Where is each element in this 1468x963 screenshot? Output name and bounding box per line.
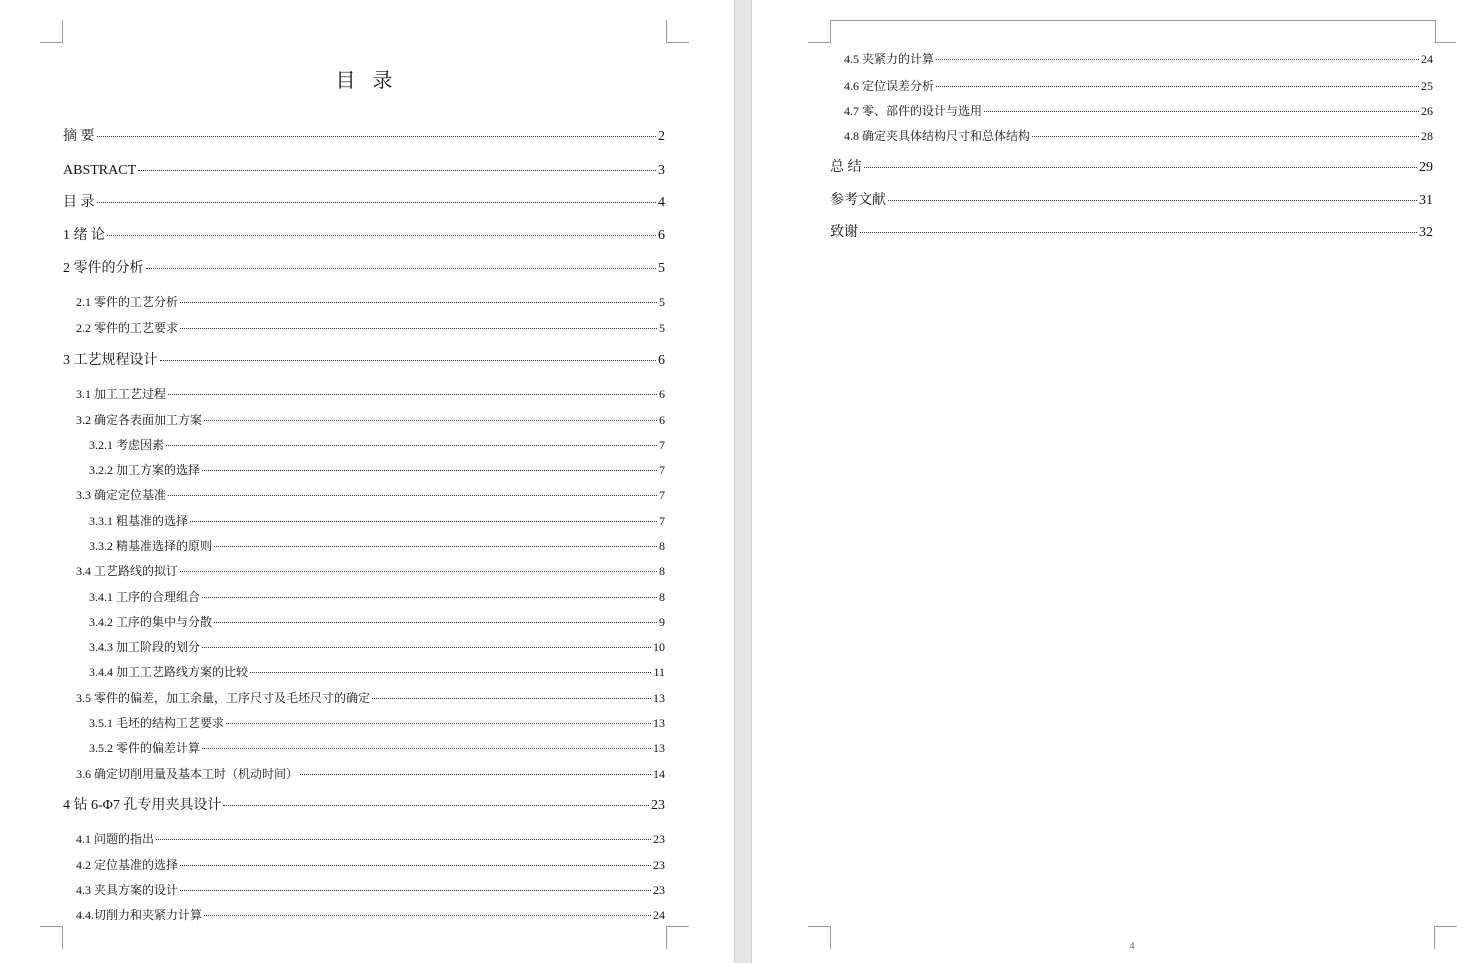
toc-entry-page-number: 6 (659, 387, 665, 401)
toc-entry-title: 3 工艺规程设计 (63, 353, 158, 368)
crop-mark-bottom-right (666, 926, 689, 949)
toc-entry[interactable] (89, 663, 665, 681)
toc-entry[interactable] (830, 224, 1433, 242)
toc-entry-page-number: 13 (653, 716, 665, 730)
toc-entry-page-number: 8 (659, 564, 665, 578)
toc-entry-title: 2.1 零件的工艺分析 (76, 295, 179, 309)
toc-entry-title: 3.3.2 精基准选择的原则 (89, 539, 213, 553)
toc-entry[interactable] (89, 714, 665, 732)
toc-entry-page-number: 13 (653, 691, 665, 705)
toc-entry-page-number: 29 (1419, 160, 1433, 175)
toc-entry[interactable] (89, 613, 665, 631)
toc-entry-title: 3.5.1 毛坯的结构工艺要求 (89, 716, 225, 730)
toc-dot-leader (214, 622, 657, 623)
toc-entry[interactable] (76, 411, 665, 429)
toc-entry-title: 3.2 确定各表面加工方案 (76, 413, 203, 427)
toc-entry-title: 参考文献 (830, 193, 886, 208)
toc-entry-title: 3.1 加工工艺过程 (76, 387, 167, 401)
toc-dot-leader (204, 420, 657, 421)
toc-entry-page-number: 10 (653, 640, 665, 654)
toc-entry-page-number: 5 (658, 261, 665, 276)
toc-entry-title: 总 结 (830, 160, 862, 175)
toc-entry-page-number: 8 (659, 590, 665, 604)
crop-mark-bottom-left (808, 926, 831, 949)
toc-entry[interactable] (76, 385, 665, 403)
toc-entry[interactable] (76, 486, 665, 504)
toc-entry-page-number: 6 (659, 413, 665, 427)
toc-entry[interactable] (76, 830, 665, 848)
toc-dot-leader (214, 546, 657, 547)
toc-dot-leader (936, 86, 1419, 87)
toc-entry-title: 2 零件的分析 (63, 261, 144, 276)
toc-entry-page-number: 28 (1421, 129, 1433, 143)
toc-entry[interactable] (844, 50, 1433, 68)
toc-entry[interactable] (76, 319, 665, 337)
toc-entry[interactable] (63, 162, 665, 180)
toc-dot-leader (166, 445, 657, 446)
toc-dot-leader (168, 394, 657, 395)
toc-entry[interactable] (89, 638, 665, 656)
toc-entry[interactable] (63, 352, 665, 370)
toc-dot-leader (202, 597, 657, 598)
toc-entry[interactable] (844, 127, 1433, 145)
toc-entry-title: 4.1 问题的指出 (76, 832, 155, 846)
toc-entry[interactable] (63, 194, 665, 212)
toc-entry[interactable] (830, 192, 1433, 210)
toc-entry-title: 4.6 定位误差分析 (844, 79, 935, 93)
toc-entry-page-number: 23 (651, 798, 665, 813)
toc-dot-leader (180, 890, 651, 891)
toc-entry[interactable] (89, 739, 665, 757)
toc-dot-leader (180, 865, 651, 866)
toc-entry[interactable] (76, 881, 665, 899)
document-page-right (752, 0, 1468, 963)
toc-entry[interactable] (63, 260, 665, 278)
toc-entry[interactable] (89, 461, 665, 479)
toc-entry-page-number: 7 (659, 514, 665, 528)
toc-dot-leader (138, 170, 656, 171)
toc-entry-page-number: 25 (1421, 79, 1433, 93)
toc-entry-page-number: 23 (653, 832, 665, 846)
toc-dot-leader (300, 774, 651, 775)
toc-entry-page-number: 7 (659, 438, 665, 452)
toc-dot-leader (204, 915, 651, 916)
toc-entry-page-number: 7 (659, 463, 665, 477)
crop-mark-top-left (808, 20, 830, 43)
toc-dot-leader (888, 200, 1417, 201)
toc-entry[interactable] (76, 906, 665, 924)
toc-entry-page-number: 23 (653, 858, 665, 872)
toc-entry-title: 4.5 夹紧力的计算 (844, 52, 935, 66)
toc-entry-page-number: 24 (653, 908, 665, 922)
toc-dot-leader (372, 698, 651, 699)
toc-entry-title: 3.3 确定定位基准 (76, 488, 167, 502)
toc-dot-leader (146, 268, 657, 269)
toc-entry-page-number: 9 (659, 615, 665, 629)
toc-entry-title: 3.2.2 加工方案的选择 (89, 463, 201, 477)
crop-mark-top-right (666, 20, 689, 43)
toc-entry-title: 4.3 夹具方案的设计 (76, 883, 179, 897)
toc-dot-leader (936, 59, 1419, 60)
toc-entry-title: 摘 要 (63, 129, 95, 144)
toc-entry-title: 3.6 确定切削用量及基本工时（机动时间） (76, 767, 299, 781)
toc-entry-page-number: 32 (1419, 225, 1433, 240)
toc-dot-leader (180, 571, 657, 572)
page-gutter (734, 0, 752, 963)
toc-entry[interactable] (89, 436, 665, 454)
crop-mark-top-right (1434, 20, 1456, 43)
toc-entry-page-number: 11 (653, 665, 665, 679)
toc-dot-leader (250, 672, 651, 673)
toc-entry-title: ABSTRACT (63, 163, 137, 178)
toc-entry-title: 3.4.1 工序的合理组合 (89, 590, 201, 604)
toc-entry[interactable] (844, 77, 1433, 95)
toc-entry-page-number: 4 (658, 195, 665, 210)
toc-entry-page-number: 13 (653, 741, 665, 755)
toc-dot-leader (190, 521, 657, 522)
toc-entry-page-number: 14 (653, 767, 665, 781)
toc-entry-title: 3.4.3 加工阶段的划分 (89, 640, 201, 654)
toc-entry-page-number: 23 (653, 883, 665, 897)
toc-entry-page-number: 3 (658, 163, 665, 178)
toc-entry-page-number: 7 (659, 488, 665, 502)
toc-entry-page-number: 5 (659, 321, 665, 335)
toc-entry[interactable] (89, 588, 665, 606)
toc-entry-title: 4.7 零、部件的设计与选用 (844, 104, 983, 118)
toc-dot-leader (223, 805, 649, 806)
toc-dot-leader (202, 647, 651, 648)
toc-dot-leader (97, 136, 657, 137)
toc-entry[interactable] (76, 765, 665, 783)
toc-entry-title: 3.4.4 加工工艺路线方案的比较 (89, 665, 249, 679)
page-header-frame (830, 20, 1436, 43)
toc-entry-page-number: 31 (1419, 193, 1433, 208)
toc-entry-page-number: 6 (658, 228, 665, 243)
toc-entry-title: 3.2.1 考虑因素 (89, 438, 165, 452)
toc-dot-leader (202, 748, 651, 749)
toc-entry[interactable] (76, 562, 665, 580)
toc-entry[interactable] (76, 689, 665, 707)
toc-entry-title: 4.8 确定夹具体结构尺寸和总体结构 (844, 129, 1031, 143)
toc-entry[interactable] (830, 159, 1433, 177)
toc-entry-title: 4.4.切削力和夹紧力计算 (76, 908, 203, 922)
toc-dot-leader (156, 839, 651, 840)
crop-mark-top-left (40, 20, 63, 43)
toc-entry-title: 1 绪 论 (63, 228, 105, 243)
toc-dot-leader (1032, 136, 1419, 137)
toc-dot-leader (860, 232, 1417, 233)
toc-title: 目 录 (335, 70, 399, 92)
toc-dot-leader (864, 167, 1418, 168)
toc-entry[interactable] (76, 856, 665, 874)
toc-entry-page-number: 6 (658, 353, 665, 368)
toc-dot-leader (202, 470, 657, 471)
toc-dot-leader (226, 723, 651, 724)
toc-dot-leader (180, 302, 657, 303)
toc-entry-title: 目 录 (63, 195, 95, 210)
toc-entry-title: 3.3.1 粗基准的选择 (89, 514, 189, 528)
toc-entry[interactable] (89, 537, 665, 555)
toc-dot-leader (180, 328, 657, 329)
toc-entry[interactable] (844, 102, 1433, 120)
toc-entry-title: 3.5 零件的偏差，加工余量，工序尺寸及毛坯尺寸的确定 (76, 691, 371, 705)
toc-entry-title: 4 钻 6-Φ7 孔专用夹具设计 (63, 798, 222, 813)
toc-dot-leader (160, 360, 657, 361)
toc-entry-title: 3.4.2 工序的集中与分散 (89, 615, 213, 629)
toc-entry[interactable] (63, 227, 665, 245)
toc-entry-page-number: 26 (1421, 104, 1433, 118)
toc-entry-title: 4.2 定位基准的选择 (76, 858, 179, 872)
toc-dot-leader (984, 111, 1419, 112)
toc-entry-title: 3.5.2 零件的偏差计算 (89, 741, 201, 755)
toc-dot-leader (97, 202, 657, 203)
toc-entry-page-number: 24 (1421, 52, 1433, 66)
toc-entry[interactable] (63, 128, 665, 146)
page-number: 4 (1129, 941, 1135, 952)
toc-entry-title: 2.2 零件的工艺要求 (76, 321, 179, 335)
toc-entry[interactable] (76, 293, 665, 311)
toc-entry-title: 致谢 (830, 225, 858, 240)
toc-entry[interactable] (63, 797, 665, 815)
toc-entry-page-number: 5 (659, 295, 665, 309)
toc-dot-leader (168, 495, 657, 496)
crop-mark-bottom-left (40, 926, 63, 949)
toc-entry[interactable] (89, 512, 665, 530)
crop-mark-bottom-right (1434, 926, 1457, 949)
toc-entry-title: 3.4 工艺路线的拟订 (76, 564, 179, 578)
toc-dot-leader (107, 235, 656, 236)
toc-entry-page-number: 8 (659, 539, 665, 553)
toc-entry-page-number: 2 (658, 129, 665, 144)
